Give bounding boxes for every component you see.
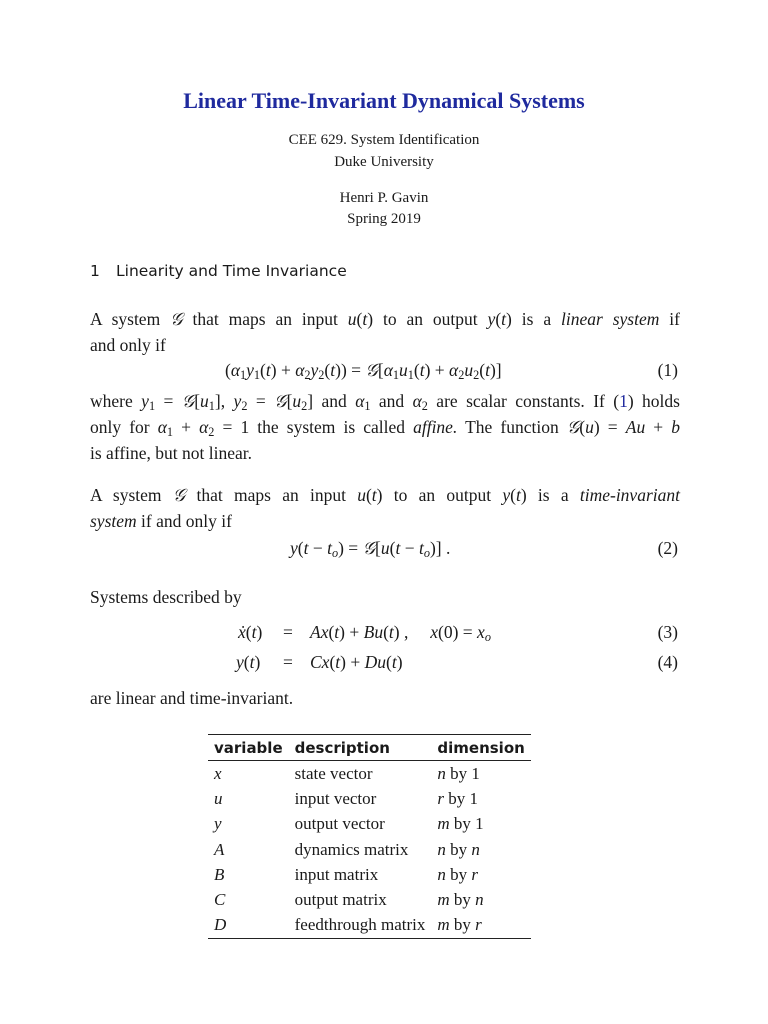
paragraph-systems-described: Systems described by bbox=[90, 587, 242, 607]
description-cell: state vector bbox=[294, 763, 373, 783]
dimension-cell: m by r bbox=[431, 913, 530, 939]
dimension-cell: n by r bbox=[437, 864, 479, 884]
section-number: 1 bbox=[90, 262, 100, 280]
variable-cell: D bbox=[208, 913, 289, 939]
paragraph-conclusion: are linear and time-invariant. bbox=[90, 688, 294, 708]
table-header-row bbox=[208, 735, 531, 761]
equation-3: ẋ(t) = Ax(t) + Bu(t) , $x(0) = x_o$ (3) bbox=[90, 619, 680, 645]
table-row bbox=[208, 812, 531, 837]
equation-number: (4) bbox=[657, 652, 678, 672]
description-cell: output vector bbox=[294, 814, 385, 834]
variables-table bbox=[208, 734, 531, 939]
course-name: CEE 629. System Identification bbox=[288, 132, 480, 148]
table-row bbox=[208, 786, 531, 811]
institution: Duke University bbox=[334, 154, 434, 170]
column-header: dimension bbox=[431, 735, 530, 761]
paragraph-linear-definition: A system 𝒢 that maps an input u(t) to an output y(t) is a linear system if and only if bbox=[90, 309, 680, 355]
paragraph-affine: where $y_1$ = $𝒢[u_1]$, $y_2$ = $𝒢[u_2]$ and $\alpha_1$ and $\alpha_2$ are scalar constants. If (1) holds only for $\alpha_1 + \alpha_2 = 1$ the system is called affine. The function 𝒢(u) = Au + b is affine, but not linear. bbox=[90, 391, 681, 463]
table-row bbox=[208, 837, 531, 862]
table-row bbox=[208, 761, 531, 787]
equation-reference[interactable]: 1 bbox=[619, 391, 628, 411]
table-row bbox=[208, 862, 531, 887]
author: Henri P. Gavin bbox=[339, 190, 429, 206]
section-title: Linearity and Time Invariance bbox=[116, 262, 347, 280]
dimension-cell: n by n bbox=[437, 839, 480, 859]
paragraph-time-invariant: A system 𝒢 that maps an input u(t) to an output y(t) is a time-invariant system if and only if bbox=[90, 485, 680, 531]
dimension-cell: m by n bbox=[437, 890, 484, 910]
equation-1: $(\alpha_1y_1(t) + \alpha_2y_2(t))$ = $𝒢[\alpha_1u_1(t) + \alpha_2u_2(t)]$ (1) bbox=[90, 357, 680, 383]
table-row bbox=[208, 887, 531, 912]
equation-2: $y(t - t_o)$ = 𝒢[u(t − $t_o$)] . (2) bbox=[90, 535, 680, 561]
variable-cell: A bbox=[214, 839, 225, 859]
description-cell: dynamics matrix bbox=[294, 839, 409, 859]
description-cell: feedthrough matrix bbox=[289, 913, 432, 939]
term: Spring 2019 bbox=[347, 211, 421, 227]
variable-cell: C bbox=[214, 890, 226, 910]
document-title: Linear Time-Invariant Dynamical Systems bbox=[183, 88, 585, 113]
variable-cell: u bbox=[214, 788, 223, 808]
equation-number: (2) bbox=[657, 538, 678, 558]
dimension-cell: r by 1 bbox=[437, 788, 479, 808]
description-cell: input matrix bbox=[294, 864, 379, 884]
equation-4: y(t) = Cx(t) + Du(t) (4) bbox=[90, 649, 680, 675]
equation-number: (3) bbox=[657, 622, 678, 642]
dimension-cell: m by 1 bbox=[437, 814, 484, 834]
variable-cell: y bbox=[214, 814, 222, 834]
variable-cell: B bbox=[214, 864, 225, 884]
section-heading bbox=[90, 262, 347, 280]
description-cell: input vector bbox=[294, 788, 377, 808]
table-row bbox=[208, 913, 531, 939]
column-header: variable bbox=[208, 735, 289, 761]
dimension-cell: n by 1 bbox=[437, 763, 480, 783]
column-header: description bbox=[289, 735, 432, 761]
variable-cell: x bbox=[214, 763, 222, 783]
equation-number: (1) bbox=[657, 360, 678, 380]
description-cell: output matrix bbox=[294, 890, 387, 910]
